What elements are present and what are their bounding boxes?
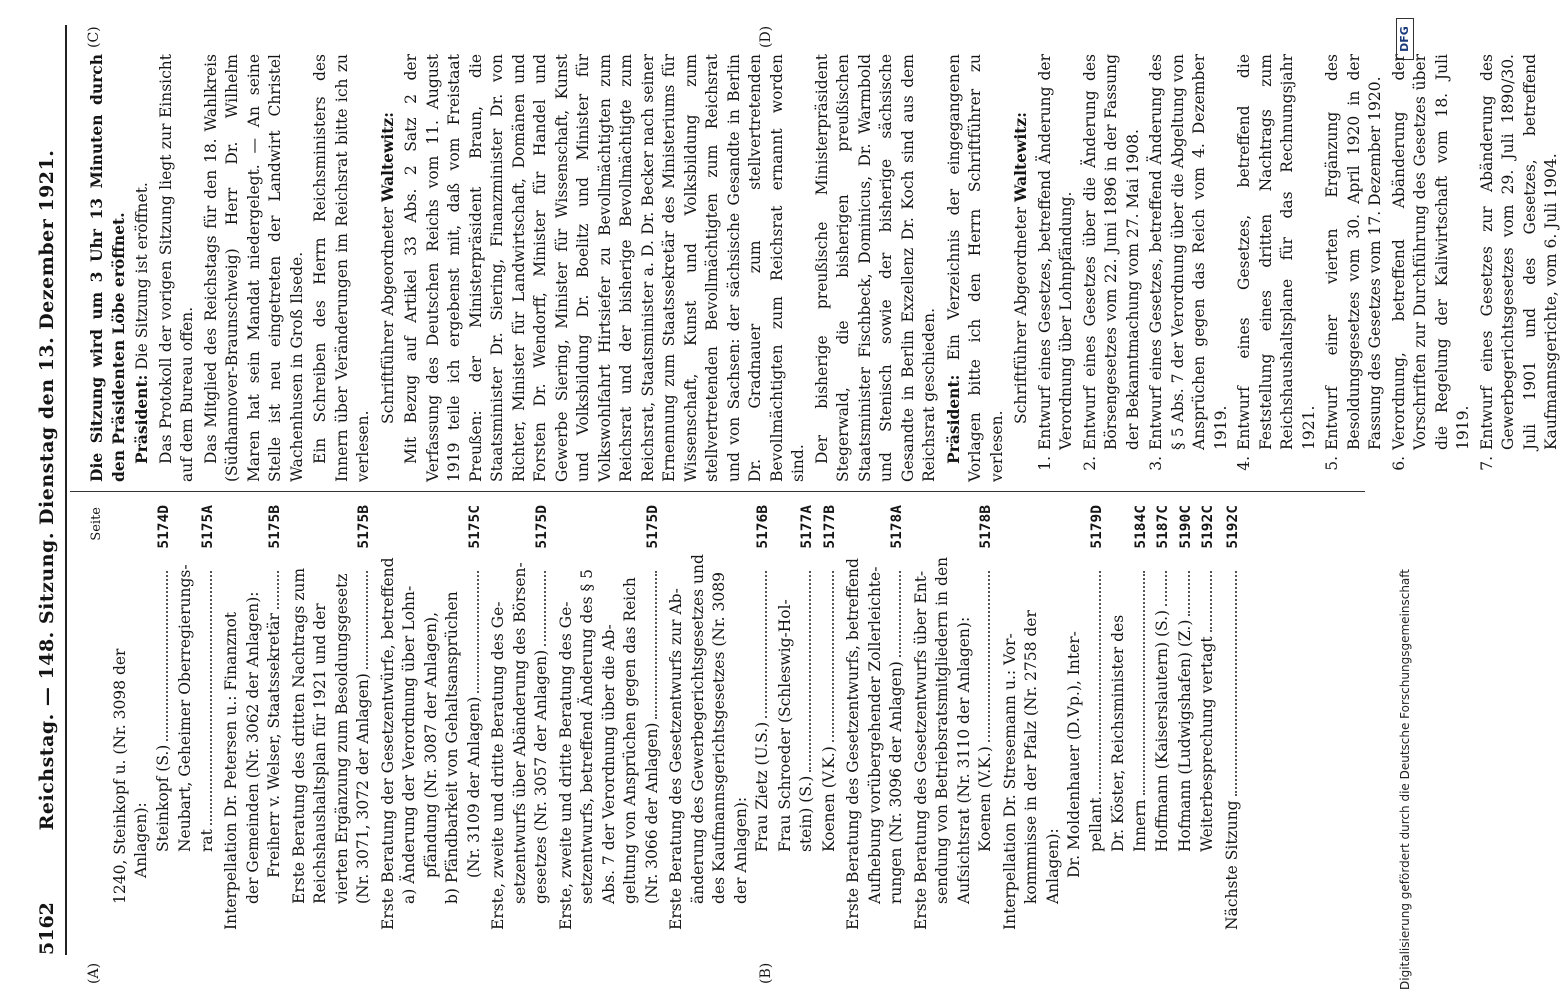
toc-page-ref: 5184C [1132,505,1149,549]
list-text: Entwurf eines Gesetzes über die Änderung des Börsengesetzes vom 22. Juni 1896 in der Fassung der Bekanntmachung vom 27. Mai 1908. [1080,54,1142,450]
toc-page-ref: 5175B [356,505,372,549]
toc-text: Hofmann (Ludwigshafen) (Z.) [1175,619,1194,852]
toc-text: a) Änderung der Verordnung über Lohn- [400,585,418,904]
speaker-text: Die Sitzung ist eröffnet. [133,182,151,370]
toc-line [1108,505,1130,930]
list-item [1322,54,1387,482]
toc-line [531,505,554,930]
toc-line [709,505,731,930]
toc-entry [1000,505,1220,930]
toc-entry [1222,505,1245,930]
president-paragraph [131,54,154,482]
toc-line [666,505,688,930]
section-mark-c: (C) [86,26,102,48]
toc-line [954,505,976,930]
toc-page-ref: 5177A [799,505,815,549]
toc-page-ref: 5176B [755,505,771,549]
toc-text: (Nr. 3109 der Anlagen) [464,696,483,878]
list-number: 7. [1477,456,1496,471]
list-text: Entwurf eines Gesetzes, betreffend die Feststellung eines dritten Nachtrags zum Reichshaushaltsplane für das Rechnungsjahr 1921. [1235,54,1318,450]
toc-line [1175,505,1198,930]
toc-line [1043,505,1065,930]
toc-text: vierten Ergänzung zum Besoldungsgesetz [332,573,351,904]
toc-page-ref: 5175A [199,505,216,549]
secretary-heading [1010,54,1033,482]
toc-line [775,505,797,930]
toc-text: des Kaufmannsgerichtsgesetzes (Nr. 3089 [710,572,728,904]
toc-text: Reichshaushaltsplan für 1921 und der [311,603,329,904]
secretary-heading [377,54,400,482]
toc-text: änderung des Gewerbegerichtsgesetzes und [688,554,707,904]
header-rule [65,25,67,955]
speaker-text: Ein Verzeichnis der eingegangenen Vorlagen bitte ich den Herrn Schriftführer zu verlesen. [944,54,1006,482]
list-number: 6. [1389,456,1408,471]
toc-leader [1188,571,1190,616]
toc-text: Erste, zweite und dritte Beratung des Ge- [556,601,575,930]
toc-text: Erste Beratung der Gesetzentwürfe, betreffend [378,557,397,930]
toc-text: Aufsichtsrat (Nr. 3110 der Anlagen): [954,616,973,904]
list-text: Entwurf eines Gesetzes, betreffend Änderung des § 5 Abs. 7 der Verordnung über die Abgeltung von Ansprüchen gegen das Reich vom 4. Dezember 1919. [1147,54,1230,450]
toc-entry [556,505,665,930]
toc-line [1021,505,1043,930]
toc-line [175,505,197,930]
toc-text: gesetzes (Nr. 3057 der Anlagen) [532,649,550,904]
toc-line [264,505,287,930]
toc-entry [666,505,841,930]
toc-line [577,505,599,930]
toc-line [510,505,532,930]
toc-line [819,505,842,930]
list-text: Verordnung, betreffend Abänderung der Vorschriften zur Durchführung des Gesetzes über die Regelung der Kaliwirtschaft vom 18. Juli 1919. [1389,54,1472,450]
toc-entry [911,505,998,930]
toc-line [1000,505,1022,930]
toc-page-ref: 5174D [155,505,172,549]
toc-line [796,505,819,930]
toc-page-ref: 5178A [889,505,905,549]
speaker-label: Präsident: [132,374,151,464]
section-mark-a: (A) [86,962,102,984]
paragraph: Das Protokoll der vorigen Sitzung liegt zur Einsicht auf dem Bureau offen. [156,54,196,482]
toc-line [642,505,665,930]
toc-line [131,505,153,930]
bill-list [1035,54,1563,482]
toc-line [421,505,443,930]
toc-leader [765,571,767,718]
list-number: 3. [1147,456,1165,471]
toc-entry [488,505,554,930]
list-item [1477,54,1563,482]
toc-text: Koenen (V.K.) [976,746,994,852]
toc-text: Erste Beratung des Gesetzentwurfs, betreffend [844,558,862,930]
toc-line [865,505,887,930]
dfg-logo: DFG [1396,18,1414,60]
toc-line [843,505,865,930]
toc-text: kommnisse in der Pfalz (Nr. 2758 der [1022,610,1040,904]
toc-line [932,505,954,930]
toc-text: 1240, Steinkopf u. (Nr. 3098 der [110,648,129,904]
toc-leader [210,571,212,825]
list-text: Entwurf eines Gesetzes, betreffend Änderung der Verordnung über Lohnpfändung. [1035,54,1075,450]
toc-line [886,505,909,930]
toc-leader [1235,571,1237,796]
list-number: 2. [1080,456,1099,471]
toc-line [731,505,753,930]
toc-leader [1165,571,1167,606]
toc-text: Neubart, Geheimer Oberregierungs- [176,564,194,852]
toc-page-ref: 5177B [821,505,838,549]
section-mark-b: (B) [758,962,774,984]
toc-leader [655,571,657,719]
toc-line [975,505,998,930]
toc-text: Innern [1130,799,1149,852]
toc-leader [166,571,168,741]
toc-line [752,505,775,930]
list-text: Entwurf einer vierten Ergänzung des Besoldungsgesetzes vom 30. April 1920 in der Fassung des Gesetzes vom 17. Dezember 1920. [1323,54,1384,450]
toc-leader [366,571,368,669]
toc-page-ref: 5179D [1088,505,1105,549]
toc-line [556,505,578,930]
toc-line [153,505,176,930]
toc-line [1222,505,1245,930]
list-text: Entwurf eines Gesetzes zur Abänderung des Gewerbegerichtsgesetzes vom 29. Juli 1890/30. Juli 1901 und des Gesetzes, betreffend Kaufmannsgerichte, vom 6. Juli 1904. [1477,54,1560,450]
toc-entry [378,505,487,930]
toc-line [310,505,332,930]
speaker-label: Präsident: [943,374,963,464]
toc-entry [221,505,287,930]
toc-text: pellant [1086,797,1105,852]
page-number: 5162 [36,902,58,955]
toc-line [911,505,933,930]
toc-entry [843,505,909,930]
toc-page-ref: 5192C [1224,505,1241,549]
toc-line [197,505,220,930]
toc-text: Koenen (V.K.) [819,746,838,852]
toc-line [599,505,621,930]
toc-text: der Anlagen): [731,796,750,904]
toc-leader [809,571,811,772]
session-report [86,54,1565,482]
digitization-note: Digitalisierung gefördert durch die Deutsche Forschungsgemeinschaft [1398,568,1412,990]
toc-text: Dr. Köster, Reichsminister des [1109,614,1127,852]
section-mark-d: (D) [758,25,774,48]
secretary-intro: Schriftführer Abgeordneter [1012,206,1030,424]
toc-text: Anlagen): [132,802,150,878]
toc-page-ref: 5175C [466,505,483,549]
toc-text: Hoffmann (Kaiserslautern) (S.) [1153,609,1171,852]
page-header [10,25,66,955]
toc-line [1197,505,1220,930]
toc-page-ref: 5178B [978,505,994,549]
page-column-label: Seite [89,507,104,541]
toc-line [688,505,710,930]
list-item [1080,54,1145,482]
toc-text: setzentwurfs über Abänderung des Börsen- [510,562,529,904]
table-of-contents [86,505,1246,930]
toc-line [1064,505,1086,930]
president-paragraph [943,54,1009,482]
toc-page-ref: 5192C [1200,505,1216,549]
secretary-intro: Schriftführer Abgeordneter [378,206,397,424]
toc-line [1130,505,1153,930]
toc-line [488,505,510,930]
toc-text: Weiterbesprechung vertagt [1198,636,1216,852]
toc-page-ref: 5190C [1177,505,1194,549]
toc-text: (Nr. 3066 der Anlagen) [642,722,661,904]
paragraph: Der bisherige preußische Ministerpräsident Stegerwald, die bisherigen preußischen Staatsminister Fischbeck, Dominicus, Dr. Warmbold und Stenisch sowie der bisherige sächsische Gesandte in Berlin Exzellenz Dr. Koch sind aus dem Reichsrat geschieden. [812,54,938,482]
toc-line [620,505,642,930]
toc-page-ref: 5175D [644,505,661,549]
toc-line [243,505,265,930]
toc-line [378,505,400,930]
toc-page-ref: 5175B [267,505,283,549]
toc-text: Erste Beratung des dritten Nachtrags zum [289,567,308,904]
toc-line [399,505,421,930]
toc-text: Interpellation Dr. Stresemann u.: Vor- [1000,633,1019,930]
list-number: 4. [1235,456,1253,471]
secretary-name: Waltewitz: [1011,112,1030,202]
secretary-name: Waltewitz: [377,112,397,202]
list-item [1035,54,1078,482]
toc-leader [477,571,479,693]
list-number: 1. [1035,456,1054,471]
toc-text: Steinkopf (S.) [153,744,172,852]
toc-entry [110,505,220,930]
toc-page-ref: 5187C [1155,505,1171,549]
paragraph: Ein Schreiben des Herrn Reichsministers des Innern über Veränderungen im Reichsrat bitte ich zu verlesen. [311,54,372,482]
toc-page-ref: 5175D [534,505,550,549]
toc-leader [277,571,279,609]
toc-text: sendung von Betriebsratsmitgliedern in den [933,556,951,904]
toc-text: der Gemeinden (Nr. 3062 der Anlagen): [243,591,262,904]
toc-text: pfändung (Nr. 3087 der Anlagen), [421,611,440,878]
toc-leader [988,571,990,742]
list-number: 5. [1323,456,1341,471]
toc-text: Anlagen): [1043,828,1062,904]
toc-leader [1099,571,1101,794]
toc-line [110,505,132,930]
toc-text: Frau Schroeder (Schleswig-Hol- [775,599,794,852]
toc-text: Frau Zietz (U.S.) [753,721,771,852]
toc-line [289,505,311,930]
page-title: Reichstag. — 148. Sitzung. Dienstag den 13. Dezember 1921. [36,149,58,831]
toc-line [221,505,243,930]
toc-line [332,505,354,930]
toc-text: Freiherr v. Welser, Staatssekretär [265,613,283,878]
toc-entry [289,505,376,930]
toc-text: b) Pfändbarkeit von Gehaltsansprüchen [443,591,461,904]
toc-text: Nächste Sitzung [1222,800,1241,930]
opening-statement: Die Sitzung wird um 3 Uhr 13 Minuten durch den Präsidenten Löbe eröffnet. [87,54,128,482]
paragraph: Mit Bezug auf Artikel 33 Abs. 2 Satz 2 der Verfassung des Deutschen Reichs vom 11. August 1919 teile ich ergebenst mit, daß vom Freistaat Preußen: der Ministerpräsident Braun, die Staatsminister Dr. Siering, Finanzminister Dr. von Richter, Minister für Landwirtschaft, Domänen und Forsten Dr. Wendorff, Minister für Handel und Gewerbe Siering, Minister für Wissenschaft, Kunst und Volksbildung Dr. Boelitz und Minister für Volkswohlfahrt Hirtsiefer zu Bevollmächtigten zum Reichsrat und der bisherige Bevollmächtigte zum Reichsrat, Staatsminister a. D. Dr. Becker nach seiner Ernennung zum Staatssekretär des Ministeriums für Wissenschaft, Kunst und Volksbildung zum stellvertretenden Bevollmächtigten zum Reichsrat und von Sachsen: der sächsische Gesandte in Berlin Dr. Gradnauer zum stellvertretenden Bevollmächtigten zum Reichsrat ernannt worden sind. [402,54,807,482]
toc-leader [1210,571,1212,632]
list-item [1234,54,1320,482]
toc-text: Aufhebung vorübergehender Zollerleichte- [865,566,884,904]
toc-leader [544,571,546,646]
toc-text: Dr. Moldenhauer (D.Vp.), Inter- [1065,631,1083,878]
toc-text: Interpellation Dr. Petersen u.: Finanznot [222,611,240,930]
toc-text: Erste Beratung des Gesetzentwurfs zur Ab- [667,588,685,930]
toc-text: Erste, zweite und dritte Beratung des Ge- [489,601,507,930]
paragraph: Das Mitglied des Reichstags für den 18. Wahlkreis (Südhannover-Braunschweig) Herr Dr. Wilhelm Maren hat sein Mandat niedergelegt. — An seine Stelle ist neu eingetreten der Landwirt Christel Wachenhusen in Groß Ilsede. [201,54,306,482]
toc-text: rungen (Nr. 3096 der Anlagen) [887,661,905,904]
toc-line [442,505,464,930]
toc-leader [832,571,834,742]
toc-line [353,505,376,930]
list-item [1146,54,1232,482]
toc-text: Abs. 7 der Verordnung über die Ab- [599,624,618,904]
toc-line [464,505,487,930]
toc-text: rat [197,829,216,852]
toc-line [1152,505,1175,930]
toc-leader [899,571,901,657]
toc-text: setzentwurfs, betreffend Änderung des § 5 [578,568,596,904]
toc-text: stein) (S.) [797,775,815,852]
toc-text: (Nr. 3071, 3072 der Anlagen) [354,673,372,904]
column-divider [70,491,1365,492]
toc-leader [1143,571,1145,795]
toc-text: geltung von Ansprüchen gegen das Reich [621,577,639,904]
toc-text: Erste Beratung des Gesetzentwurfs über Ent- [911,570,930,930]
toc-line [1086,505,1109,930]
